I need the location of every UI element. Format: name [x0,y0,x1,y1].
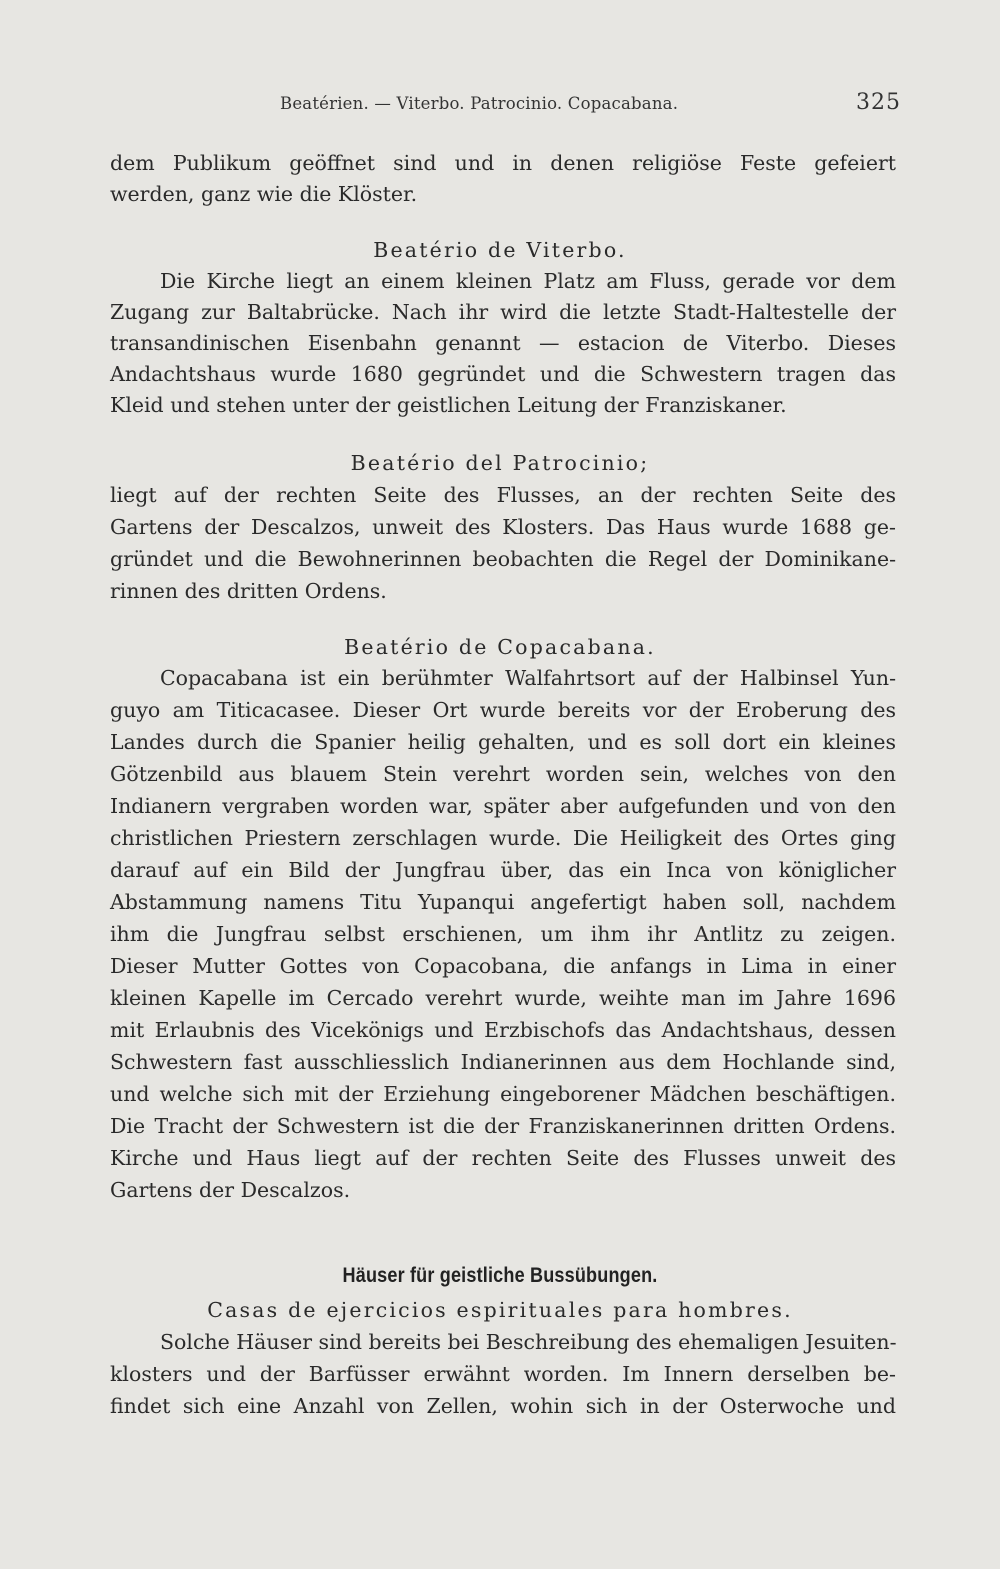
section-heading-viterbo: Beatério de Viterbo. [373,238,627,262]
text-line: gründet und die Bewohnerinnen beobachten die Regel der Dominikane- [110,547,896,571]
text-line: Kirche und Haus liegt auf der rechten Seite des Flusses unweit des [110,1146,896,1170]
text-line: Copacabana ist ein berühmter Walfahrtsort auf der Halbinsel Yun- [160,666,896,690]
text-line: Schwestern fast ausschliesslich Indianerinnen aus dem Hochlande sind, [110,1050,896,1074]
text-line: ihm die Jungfrau selbst erschienen, um ihm ihr Antlitz zu zeigen. [110,922,896,946]
text-line: werden, ganz wie die Klöster. [110,182,418,206]
text-line: Dieser Mutter Gottes von Copacobana, die anfangs in Lima in einer [110,954,896,978]
text-line: mit Erlaubnis des Vicekönigs und Erzbischofs das Andachtshaus, dessen [110,1018,896,1042]
chapter-subtitle: Casas de ejercicios espirituales para hombres. [207,1298,793,1322]
text-line: Abstammung namens Titu Yupanqui angefertigt haben soll, nachdem [110,890,896,914]
chapter-title: Häuser für geistliche Bussübungen. [342,1264,658,1287]
text-line: transandinischen Eisenbahn genannt — estacion de Viterbo. Dieses [110,331,896,355]
text-line: guyo am Titicacasee. Dieser Ort wurde bereits vor der Eroberung des [110,698,896,722]
running-head: Beatérien. — Viterbo. Patrocinio. Copacabana. [280,94,679,113]
text-line: Andachtshaus wurde 1680 gegründet und die Schwestern tragen das [110,362,896,386]
text-line: Kleid und stehen unter der geistlichen Leitung der Franziskaner. [110,393,787,417]
section-heading-copacabana: Beatério de Copacabana. [344,635,656,659]
text-line: und welche sich mit der Erziehung eingeborener Mädchen beschäftigen. [110,1082,896,1106]
text-line: Landes durch die Spanier heilig gehalten, und es soll dort ein kleines [110,730,896,754]
text-line: Solche Häuser sind bereits bei Beschreibung des ehemaligen Jesuiten- [160,1330,897,1354]
text-line: rinnen des dritten Ordens. [110,579,387,603]
text-line: Indianern vergraben worden war, später aber aufgefunden und von den [110,794,896,818]
text-line: liegt auf der rechten Seite des Flusses, an der rechten Seite des [110,483,896,507]
section-heading-patrocinio: Beatério del Patrocinio; [350,451,650,475]
text-line: Die Tracht der Schwestern ist die der Franziskanerinnen dritten Ordens. [110,1114,896,1138]
text-line: Götzenbild aus blauem Stein verehrt worden sein, welches von den [110,762,896,786]
text-line: klosters und der Barfüsser erwähnt worden. Im Innern derselben be- [110,1362,896,1386]
text-line: darauf auf ein Bild der Jungfrau über, das ein Inca von königlicher [110,858,896,882]
text-line: findet sich eine Anzahl von Zellen, wohin sich in der Osterwoche und [110,1394,896,1418]
text-line: Gartens der Descalzos. [110,1178,351,1202]
text-line: Zugang zur Baltabrücke. Nach ihr wird die letzte Stadt-Haltestelle der [110,300,896,324]
text-line: Gartens der Descalzos, unweit des Klosters. Das Haus wurde 1688 ge- [110,515,896,539]
text-line: christlichen Priestern zerschlagen wurde. Die Heiligkeit des Ortes ging [110,826,896,850]
page-number: 325 [856,90,901,115]
text-line: dem Publikum geöffnet sind und in denen religiöse Feste gefeiert [110,151,896,175]
text-line: kleinen Kapelle im Cercado verehrt wurde, weihte man im Jahre 1696 [110,986,896,1010]
text-line: Die Kirche liegt an einem kleinen Platz am Fluss, gerade vor dem [160,269,896,293]
